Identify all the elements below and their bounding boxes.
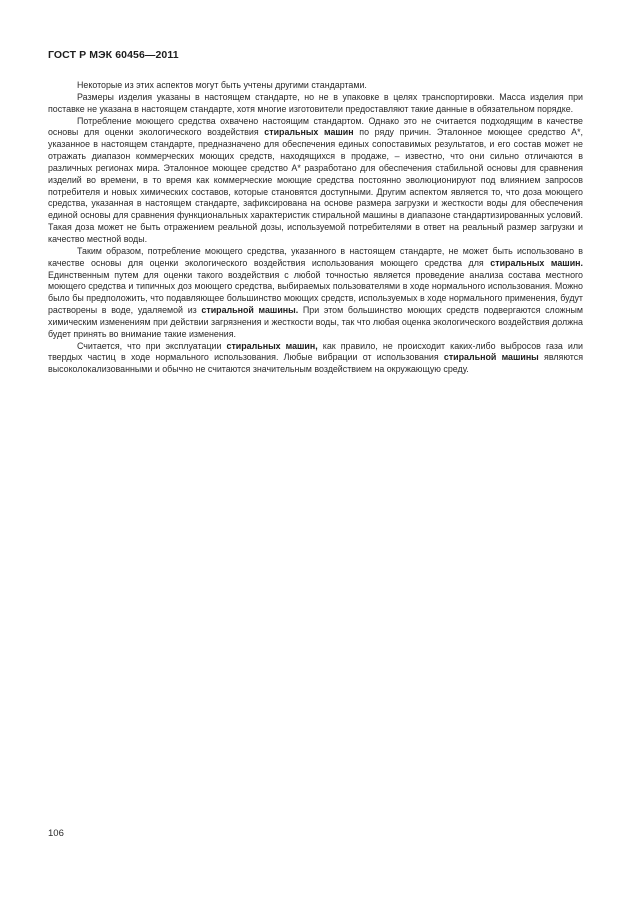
- bold-term: стиральных машин,: [226, 340, 318, 351]
- text-run: по ряду причин. Эталонное моющее средство А*, указанное в настоящем стандарте, предназначено для обеспечения единых сопоставимых результатов, и его состав может не отражать диапазон коммерческих моющих средств, находящихся в продаже, – известно, что они сильно отличаются в различных регионах мира. Эталонное моющее средство А* разработано для обеспечения стабильной основы для сравнения изделий во времени, в то время как коммерческие моющие средства постоянно эволюционируют под влиянием запросов потребителя и новых химических составов, которые становятся доступными. Другим аспектом является то, что доза моющего средства, указанная в настоящем стандарте, зафиксирована на основе размера загрузки и жесткости воды для обеспечения единой основы для сравнения функциональных характеристик стиральной машины в диапазоне стандартизированных условий. Такая доза может не быть отражением реальной дозы, используемой потребителями в ответ на реальный размер загрузки и качество местной воды.: [48, 127, 583, 244]
- text-run: Единственным путем для оценки такого воздействия с любой точностью является проведение анализа состава местного моющего средства и типичных доз моющего средства, выбираемых пользователями в ходе нормального использования. Можно было бы предположить, что подавляющее большинство моющих средств, используемых в ходе нормального применения, будут растворены в воде, удаляемой из: [48, 269, 583, 316]
- bold-term: стиральных машин: [264, 127, 354, 138]
- paragraph: [48, 246, 583, 341]
- text-run: Считается, что при эксплуатации: [77, 340, 227, 351]
- text-run: Размеры изделия указаны в настоящем стандарте, но не в упаковке в целях транспортировки. Масса изделия при поставке не указана в настоящем стандарте, хотя многие изготовители предоставляют такие данные в обязательном порядке.: [48, 91, 583, 114]
- text-run: При этом большинство моющих средств подвергаются сложным химическим изменениям при действии загрязнения и жесткости воды, так что любая оценка экологического воздействия должна будет принять во внимание такие изменения.: [48, 305, 583, 339]
- text-run: являются высоколокализованными и обычно не считаются значительным воздействием на окружающую среду.: [48, 352, 583, 375]
- paragraph: [48, 92, 583, 116]
- body-text: [48, 80, 583, 376]
- paragraph: [48, 341, 583, 377]
- paragraph: [48, 116, 583, 246]
- bold-term: стиральной машины: [443, 352, 539, 363]
- bold-term: стиральных машин.: [490, 257, 583, 268]
- text-run: Потребление моющего средства охвачено настоящим стандартом. Однако это не считается подходящим в качестве основы для оценки экологического воздействия: [48, 115, 583, 138]
- bold-term: стиральной машины.: [201, 305, 299, 316]
- text-run: Некоторые из этих аспектов могут быть учтены другими стандартами.: [77, 80, 367, 90]
- document-header: ГОСТ Р МЭК 60456—2011: [48, 49, 179, 61]
- text-run: Таким образом, потребление моющего средства, указанного в настоящем стандарте, не может быть использовано в качестве основы для оценки экологического воздействия использования моющего средства для: [48, 245, 583, 268]
- page-number: 106: [48, 828, 64, 839]
- text-run: как правило, не происходит каких-либо выбросов газа или твердых частиц в ходе нормального использования. Любые вибрации от использования: [48, 340, 583, 363]
- paragraph: [48, 80, 583, 92]
